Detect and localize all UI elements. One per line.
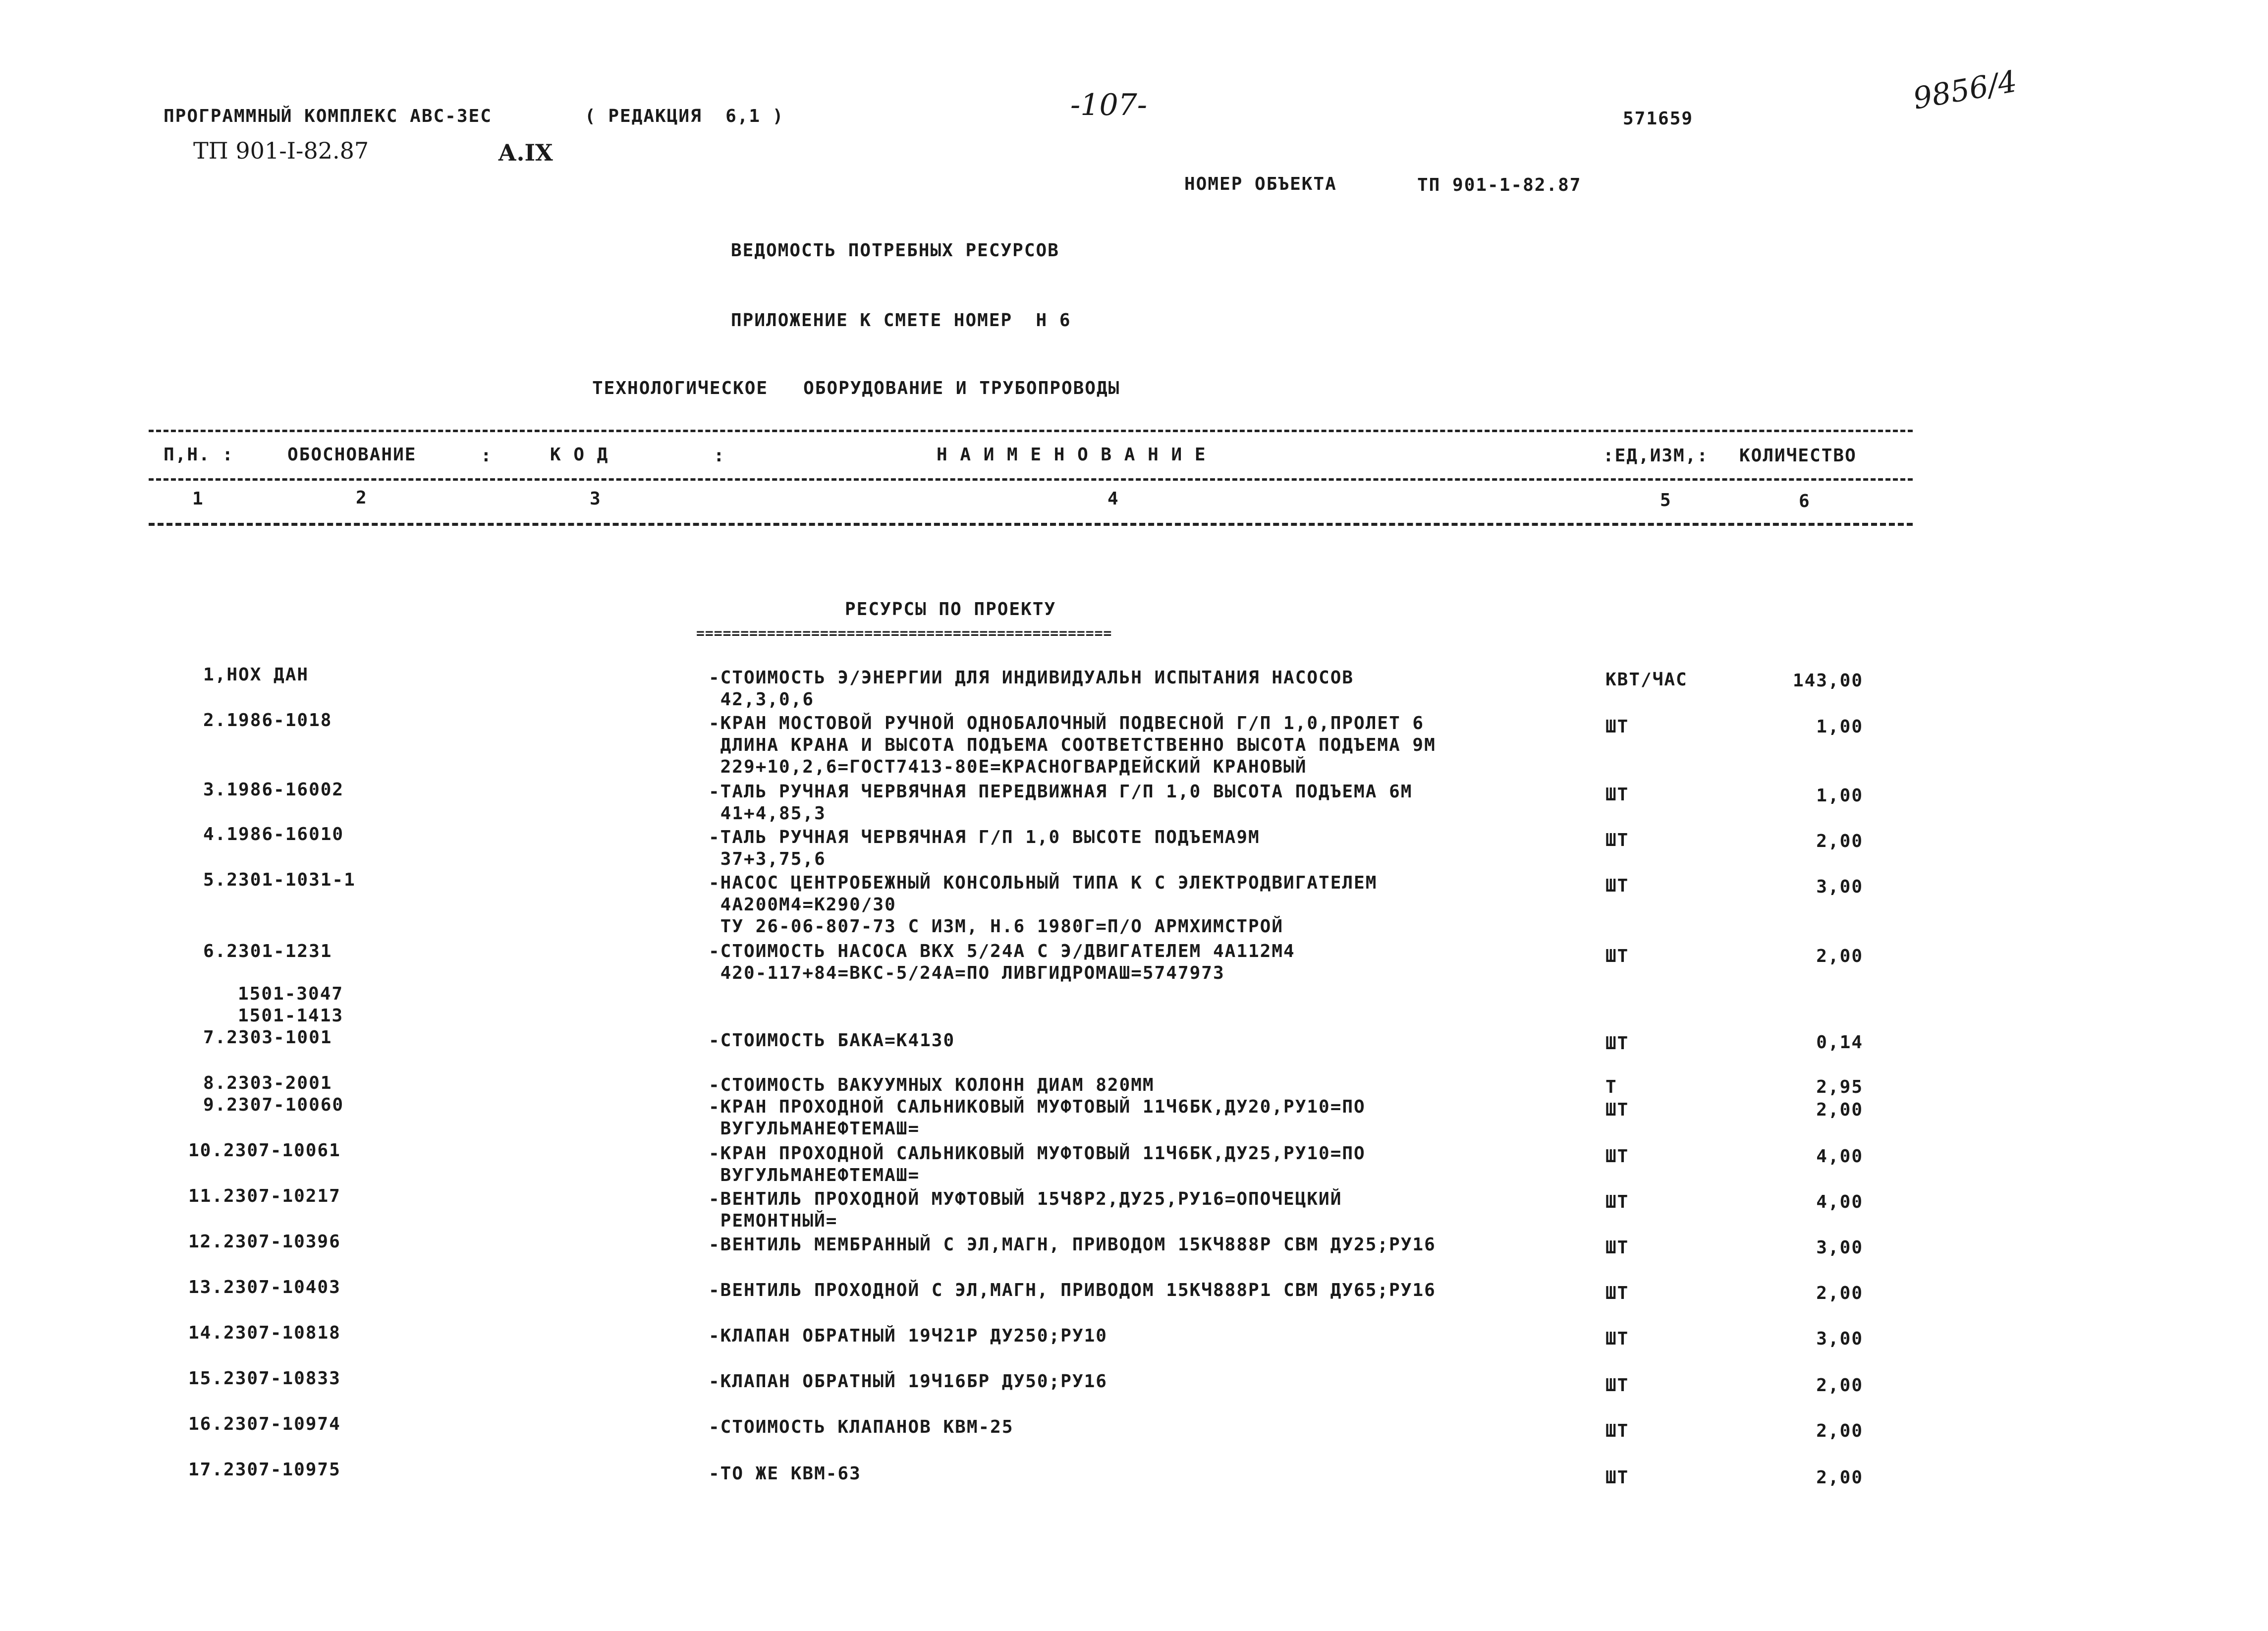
row-name-line: -КРАН ПРОХОДНОЙ САЛЬНИКОВЫЙ МУФТОВЫЙ 11Ч6БК,ДУ20,РУ10=ПО [709, 1097, 1366, 1117]
row-num: 16.2307-10974 [188, 1414, 341, 1434]
row-name-line: -ТО ЖЕ КВМ-63 [709, 1463, 861, 1484]
document-title: ВЕДОМОСТЬ ПОТРЕБНЫХ РЕСУРСОВ [731, 240, 1059, 261]
row-quantity: 2,00 [1816, 831, 1863, 851]
row-num: 1,НОХ ДАН [203, 665, 309, 685]
row-name-line: -ВЕНТИЛЬ ПРОХОДНОЙ МУФТОВЫЙ 15Ч8Р2,ДУ25,РУ16=ОПОЧЕЦКИЙ [709, 1189, 1342, 1209]
row-quantity: 143,00 [1792, 671, 1863, 691]
row-quantity: 4,00 [1816, 1146, 1863, 1167]
row-name-line: ВУГУЛЬМАНЕФТЕМАШ= [709, 1119, 920, 1139]
object-number-label: НОМЕР ОБЪЕКТА [1184, 174, 1337, 194]
album-number: А.IX [498, 139, 553, 166]
row-num: 1501-3047 [238, 984, 344, 1004]
row-num: 3.1986-16002 [203, 780, 344, 800]
header-rule-mid [149, 478, 1913, 481]
row-unit: Т [1605, 1077, 1617, 1097]
page-number: -107- [1070, 88, 1148, 122]
row-name-line: 41+4,85,3 [709, 803, 826, 824]
col-num-6: 6 [1799, 491, 1811, 511]
group-title: РЕСУРСЫ ПО ПРОЕКТУ [845, 599, 1056, 619]
row-quantity: 2,00 [1816, 1283, 1863, 1303]
row-num: 17.2307-10975 [188, 1460, 341, 1480]
row-num: 13.2307-10403 [188, 1277, 341, 1297]
row-num: 10.2307-10061 [188, 1140, 341, 1161]
object-number-value: ТП 901-1-82.87 [1417, 175, 1582, 195]
row-unit: ШТ [1605, 717, 1629, 737]
row-quantity: 1,00 [1816, 786, 1863, 806]
row-num: 1501-1413 [238, 1006, 344, 1026]
row-unit: ШТ [1605, 1375, 1629, 1396]
col-header-sep-1: : [481, 446, 493, 466]
row-name-line: -СТОИМОСТЬ БАКА=К4130 [709, 1030, 955, 1051]
row-unit: ШТ [1605, 1033, 1629, 1054]
project-code: ТП 901-I-82.87 [193, 137, 369, 164]
row-name-line: 37+3,75,6 [709, 849, 826, 869]
row-quantity: 0,14 [1816, 1032, 1863, 1053]
archive-mark: 9856/4 [1910, 64, 2020, 116]
row-num: 4.1986-16010 [203, 824, 344, 844]
row-quantity: 2,00 [1816, 1467, 1863, 1488]
row-unit: ШТ [1605, 1192, 1629, 1212]
row-num: 14.2307-10818 [188, 1323, 341, 1343]
row-quantity: 3,00 [1816, 1329, 1863, 1349]
row-name-line: -СТОИМОСТЬ Э/ЭНЕРГИИ ДЛЯ ИНДИВИДУАЛЬН ИСПЫТАНИЯ НАСОСОВ [709, 668, 1354, 688]
row-quantity: 2,00 [1816, 1100, 1863, 1120]
row-quantity: 2,00 [1816, 1375, 1863, 1396]
row-unit: ШТ [1605, 1100, 1629, 1120]
header-rule-bottom [149, 523, 1913, 526]
row-unit: ШТ [1605, 1237, 1629, 1258]
col-num-4: 4 [1107, 489, 1119, 509]
row-name-line: -КЛАПАН ОБРАТНЫЙ 19Ч16БР ДУ50;РУ16 [709, 1371, 1107, 1392]
row-unit: ШТ [1605, 876, 1629, 896]
row-name-line: -СТОИМОСТЬ ВАКУУМНЫХ КОЛОНН ДИАМ 820ММ [709, 1075, 1155, 1095]
col-num-1: 1 [192, 489, 204, 509]
row-num: 2.1986-1018 [203, 710, 332, 731]
row-name-line: РЕМОНТНЫЙ= [709, 1211, 838, 1231]
row-quantity: 2,00 [1816, 946, 1863, 966]
program-name: ПРОГРАММНЫЙ КОМПЛЕКС АВС-ЗЕС [164, 106, 492, 126]
row-name-line: -ВЕНТИЛЬ ПРОХОДНОЙ С ЭЛ,МАГН, ПРИВОДОМ 15КЧ888Р1 СВМ ДУ65;РУ16 [709, 1280, 1436, 1300]
group-title-underline: =============================================== [696, 625, 1112, 641]
row-unit: ШТ [1605, 1146, 1629, 1167]
col-header-basis: ОБОСНОВАНИЕ [287, 445, 417, 465]
row-num: 5.2301-1031-1 [203, 870, 356, 890]
row-name-line: ВУГУЛЬМАНЕФТЕМАШ= [709, 1165, 920, 1185]
row-num: 9.2307-10060 [203, 1095, 344, 1115]
row-name-line: -КРАН ПРОХОДНОЙ САЛЬНИКОВЫЙ МУФТОВЫЙ 11Ч6БК,ДУ25,РУ10=ПО [709, 1143, 1366, 1164]
row-num: 6.2301-1231 [203, 941, 332, 961]
col-header-unit: :ЕД,ИЗМ,: [1603, 446, 1709, 466]
row-quantity: 3,00 [1816, 1237, 1863, 1258]
row-name-line: -КРАН МОСТОВОЙ РУЧНОЙ ОДНОБАЛОЧНЫЙ ПОДВЕСНОЙ Г/П 1,0,ПРОЛЕТ 6 [709, 713, 1425, 733]
row-quantity: 1,00 [1816, 717, 1863, 737]
col-num-2: 2 [356, 488, 368, 508]
section-title: ТЕХНОЛОГИЧЕСКОЕ ОБОРУДОВАНИЕ И ТРУБОПРОВОДЫ [592, 378, 1120, 398]
row-name-line: -ВЕНТИЛЬ МЕМБРАННЫЙ С ЭЛ,МАГН, ПРИВОДОМ 15КЧ888Р СВМ ДУ25;РУ16 [709, 1235, 1436, 1255]
row-name-line: 42,3,0,6 [709, 689, 815, 710]
document-code: 571659 [1623, 109, 1694, 129]
col-header-name: Н А И М Е Н О В А Н И Е [937, 445, 1207, 465]
row-quantity: 2,95 [1816, 1077, 1863, 1097]
row-name-line: -СТОИМОСТЬ НАСОСА ВКХ 5/24А С Э/ДВИГАТЕЛЕМ 4А112М4 [709, 941, 1295, 961]
header-rule-top [149, 430, 1913, 432]
row-num: 12.2307-10396 [188, 1232, 341, 1252]
row-num: 15.2307-10833 [188, 1368, 341, 1389]
row-name-line: -ТАЛЬ РУЧНАЯ ЧЕРВЯЧНАЯ Г/П 1,0 ВЫСОТЕ ПОДЪЕМА9М [709, 827, 1260, 847]
row-name-line: 420-117+84=ВКС-5/24А=ПО ЛИВГИДРОМАШ=5747973 [709, 963, 1225, 983]
edition-label: ( РЕДАКЦИЯ 6,1 ) [585, 106, 784, 126]
row-name-line: 229+10,2,6=ГОСТ7413-80Е=КРАСНОГВАРДЕЙСКИЙ КРАНОВЫЙ [709, 757, 1307, 777]
row-quantity: 4,00 [1816, 1192, 1863, 1212]
row-unit: ШТ [1605, 785, 1629, 805]
row-name-line: -НАСОС ЦЕНТРОБЕЖНЫЙ КОНСОЛЬНЫЙ ТИПА К С ЭЛЕКТРОДВИГАТЕЛЕМ [709, 873, 1378, 893]
col-header-number: П,Н. : [164, 445, 234, 465]
row-unit: КВТ/ЧАС [1605, 670, 1688, 690]
appendix-title: ПРИЛОЖЕНИЕ К СМЕТЕ НОМЕР Н 6 [731, 310, 1071, 331]
row-name-line: 4А200М4=К290/30 [709, 895, 896, 915]
col-header-sep-2: : [714, 446, 725, 466]
row-name-line: -СТОИМОСТЬ КЛАПАНОВ КВМ-25 [709, 1417, 1014, 1437]
row-quantity: 2,00 [1816, 1421, 1863, 1441]
row-name-line: ДЛИНА КРАНА И ВЫСОТА ПОДЪЕМА СООТВЕТСТВЕННО ВЫСОТА ПОДЪЕМА 9М [709, 735, 1436, 755]
col-num-3: 3 [590, 489, 602, 509]
row-name-line: -ТАЛЬ РУЧНАЯ ЧЕРВЯЧНАЯ ПЕРЕДВИЖНАЯ Г/П 1,0 ВЫСОТА ПОДЪЕМА 6М [709, 782, 1413, 802]
row-unit: ШТ [1605, 1283, 1629, 1303]
row-quantity: 3,00 [1816, 877, 1863, 897]
row-num: 11.2307-10217 [188, 1186, 341, 1206]
row-name-line: ТУ 26-06-807-73 С ИЗМ, Н.6 1980Г=П/О АРМХИМСТРОЙ [709, 916, 1284, 937]
row-unit: ШТ [1605, 1467, 1629, 1488]
col-num-5: 5 [1660, 490, 1672, 510]
row-num: 7.2303-1001 [203, 1027, 332, 1048]
row-unit: ШТ [1605, 1421, 1629, 1441]
row-unit: ШТ [1605, 830, 1629, 850]
row-unit: ШТ [1605, 1329, 1629, 1349]
row-name-line: -КЛАПАН ОБРАТНЫЙ 19Ч21Р ДУ250;РУ10 [709, 1326, 1107, 1346]
col-header-code: К О Д [550, 445, 609, 465]
row-num: 8.2303-2001 [203, 1073, 332, 1093]
col-header-quantity: КОЛИЧЕСТВО [1739, 446, 1857, 466]
row-unit: ШТ [1605, 946, 1629, 966]
